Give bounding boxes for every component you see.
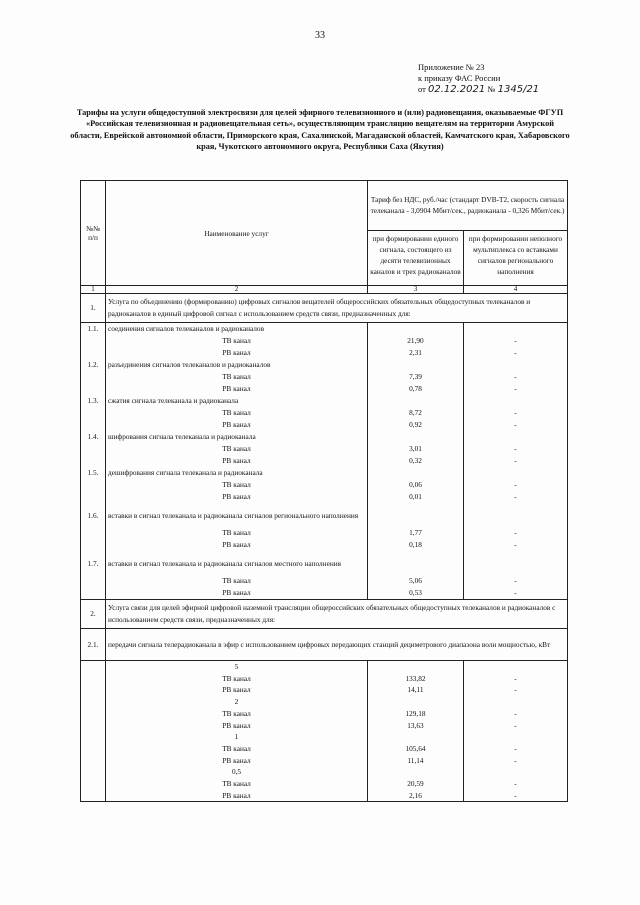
value-col4: - [464, 527, 568, 539]
service-name: дешифрования сигнала телеканала и радиоканала [106, 467, 368, 479]
channel-label: РВ канал [106, 684, 368, 696]
value-col3: 0,18 [368, 539, 464, 551]
document-title: Тарифы на услуги общедоступной электросвязи для целей эфирного телевизионного и (или) радиовещания, оказываемые ФГУП «Российская телевизионная и радиовещательная сеть», осуществляющим трансляцию вещателям на территории Амурской области, Еврейской автономной области, Приморского края, Сахалинской, Магаданской областей, Камчатского края, Хабаровского края, Чукотского автономного округа, Республики Саха (Якутия) [70, 108, 570, 151]
row-number-empty [81, 755, 106, 767]
value-col3: 0,32 [368, 455, 464, 467]
value-col4-empty [464, 551, 568, 575]
row-number: 1.2. [81, 359, 106, 371]
row-number: 1.5. [81, 467, 106, 479]
value-col3-empty [368, 323, 464, 336]
channel-label: ТВ канал [106, 673, 368, 685]
column-number: 4 [464, 286, 568, 294]
value-col3: 0,92 [368, 419, 464, 431]
value-col4: - [464, 455, 568, 467]
section-row [81, 294, 568, 323]
channel-label: 0,5 [106, 766, 368, 778]
column-number-row [81, 286, 568, 294]
handwritten-number: 1345/21 [497, 84, 540, 95]
table-row [81, 347, 568, 359]
service-name: сжатия сигнала телеканала и радиоканала [106, 395, 368, 407]
channel-label: РВ канал [106, 755, 368, 767]
value-col3 [368, 696, 464, 708]
value-col4 [464, 766, 568, 778]
row-number-empty [81, 419, 106, 431]
table-row [81, 443, 568, 455]
service-group-row [81, 551, 568, 575]
service-group-row [81, 359, 568, 371]
value-col4-empty [464, 431, 568, 443]
value-col3-empty [368, 467, 464, 479]
value-col3: 0,53 [368, 587, 464, 600]
table-row [81, 407, 568, 419]
channel-label: ТВ канал [106, 407, 368, 419]
table-row [81, 766, 568, 778]
table-row [81, 720, 568, 732]
value-col3: 14,11 [368, 684, 464, 696]
row-number-empty [81, 479, 106, 491]
value-col3: 7,39 [368, 371, 464, 383]
value-col3: 0,78 [368, 383, 464, 395]
value-col4-empty [464, 395, 568, 407]
table-row [81, 731, 568, 743]
table-row [81, 527, 568, 539]
channel-label: ТВ канал [106, 778, 368, 790]
row-number: 1.1. [81, 323, 106, 336]
value-col3: 8,72 [368, 407, 464, 419]
date-prefix: от [418, 84, 426, 94]
channel-label: ТВ канал [106, 371, 368, 383]
service-group-row [81, 467, 568, 479]
value-col3: 20,59 [368, 778, 464, 790]
value-col3-empty [368, 359, 464, 371]
page-number: 33 [315, 30, 325, 41]
value-col4: - [464, 673, 568, 685]
service-name: соединения сигналов телеканалов и радиоканалов [106, 323, 368, 336]
section-text: Услуга связи для целей эфирной цифровой наземной трансляции общероссийских обязательных общедоступных телеканалов и радиоканалов с использованием средств связи, предназначенных для: [106, 600, 568, 629]
table-row [81, 673, 568, 685]
value-col3-empty [368, 431, 464, 443]
value-col4: - [464, 371, 568, 383]
row-number-empty [81, 766, 106, 778]
value-col3: 3,01 [368, 443, 464, 455]
value-col4-empty [464, 359, 568, 371]
row-number: 1.7. [81, 551, 106, 575]
channel-label: ТВ канал [106, 335, 368, 347]
channel-label: РВ канал [106, 790, 368, 802]
value-col4: - [464, 443, 568, 455]
value-col4: - [464, 347, 568, 359]
table-row [81, 455, 568, 467]
table-row [81, 371, 568, 383]
row-number-empty [81, 455, 106, 467]
channel-label: РВ канал [106, 720, 368, 732]
row-number-empty [81, 790, 106, 802]
value-col4: - [464, 708, 568, 720]
number-prefix: № [487, 84, 496, 94]
value-col4: - [464, 684, 568, 696]
row-number-empty [81, 743, 106, 755]
value-col3: 105,64 [368, 743, 464, 755]
appendix-order [418, 84, 539, 95]
header-col3: при формировании единого сигнала, состоящего из десяти телевизионных каналов и трех радиоканалов [368, 231, 464, 286]
channel-label: РВ канал [106, 383, 368, 395]
channel-label: ТВ канал [106, 527, 368, 539]
section-row [81, 600, 568, 629]
header-name: Наименование услуг [106, 181, 368, 286]
table-row [81, 684, 568, 696]
value-col4: - [464, 383, 568, 395]
channel-label: РВ канал [106, 455, 368, 467]
row-number-empty [81, 335, 106, 347]
value-col4: - [464, 491, 568, 503]
value-col4-empty [464, 323, 568, 336]
section-text: передачи сигнала телерадиоканала в эфир с использованием цифровых передающих станций дециметрового диапазона волн мощностью, кВт [106, 629, 568, 661]
channel-label: РВ канал [106, 587, 368, 600]
value-col3-empty [368, 551, 464, 575]
value-col3 [368, 766, 464, 778]
header-num: №№ п/п [81, 181, 106, 286]
row-number-empty [81, 371, 106, 383]
channel-label: РВ канал [106, 419, 368, 431]
channel-label: РВ канал [106, 491, 368, 503]
row-number: 1.6. [81, 503, 106, 527]
table-row [81, 335, 568, 347]
value-col3 [368, 731, 464, 743]
header-tariff: Тариф без НДС, руб./час (стандарт DVB-T2, скорость сигнала телеканала - 3,0904 Мбит/сек., радиоканала - 0,326 Мбит/сек.) [368, 181, 568, 231]
row-number-empty [81, 778, 106, 790]
column-number: 1 [81, 286, 106, 294]
table-row [81, 790, 568, 802]
table-row [81, 575, 568, 587]
value-col4: - [464, 575, 568, 587]
row-number-empty [81, 684, 106, 696]
channel-label: ТВ канал [106, 443, 368, 455]
channel-label: РВ канал [106, 347, 368, 359]
service-group-row [81, 431, 568, 443]
value-col4: - [464, 778, 568, 790]
channel-label: ТВ канал [106, 743, 368, 755]
value-col3: 5,06 [368, 575, 464, 587]
value-col3: 0,06 [368, 479, 464, 491]
value-col4 [464, 696, 568, 708]
appendix-line2: к приказу ФАС России [418, 73, 501, 83]
value-col4-empty [464, 503, 568, 527]
section-text: Услуга по объединению (формированию) цифровых сигналов вещателей общероссийских обязательных общедоступных телеканалов и радиоканалов в единый цифровой сигнал с использованием средств связи, предназначенных для: [106, 294, 568, 323]
row-number-empty [81, 587, 106, 600]
table-row [81, 587, 568, 600]
table-row [81, 539, 568, 551]
value-col4: - [464, 407, 568, 419]
row-number: 2. [81, 600, 106, 629]
value-col3: 11,14 [368, 755, 464, 767]
value-col4 [464, 731, 568, 743]
table-row [81, 479, 568, 491]
value-col4: - [464, 479, 568, 491]
service-name: разъединения сигналов телеканалов и радиоканалов [106, 359, 368, 371]
row-number-empty [81, 347, 106, 359]
value-col3 [368, 661, 464, 673]
section-row [81, 629, 568, 661]
row-number-empty [81, 539, 106, 551]
value-col3: 21,90 [368, 335, 464, 347]
table-row [81, 696, 568, 708]
table-row [81, 708, 568, 720]
service-name: вставки в сигнал телеканала и радиоканала сигналов регионального наполнения [106, 503, 368, 527]
appendix-line1: Приложение № 23 [418, 62, 485, 72]
value-col4 [464, 661, 568, 673]
value-col3: 2,31 [368, 347, 464, 359]
row-number-empty [81, 527, 106, 539]
row-number-empty [81, 383, 106, 395]
table-row [81, 778, 568, 790]
service-group-row [81, 503, 568, 527]
service-group-row [81, 323, 568, 336]
row-number: 1.4. [81, 431, 106, 443]
row-number-empty [81, 720, 106, 732]
table-row [81, 743, 568, 755]
table-row [81, 755, 568, 767]
row-number: 2.1. [81, 629, 106, 661]
table-header-row [81, 181, 568, 231]
table-row [81, 491, 568, 503]
value-col4: - [464, 335, 568, 347]
row-number-empty [81, 491, 106, 503]
value-col4: - [464, 720, 568, 732]
header-col4: при формировании неполного мультиплекса со вставками сигналов регионального наполнения [464, 231, 568, 286]
value-col4: - [464, 419, 568, 431]
value-col3: 0,01 [368, 491, 464, 503]
channel-label: ТВ канал [106, 575, 368, 587]
row-number-empty [81, 696, 106, 708]
value-col3: 1,77 [368, 527, 464, 539]
value-col3: 13,63 [368, 720, 464, 732]
row-number: 1.3. [81, 395, 106, 407]
service-name: вставки в сигнал телеканала и радиоканала сигналов местного наполнения [106, 551, 368, 575]
value-col4: - [464, 539, 568, 551]
row-number-empty [81, 661, 106, 673]
row-number-empty [81, 673, 106, 685]
handwritten-date: 02.12.2021 [427, 84, 486, 95]
table-row [81, 419, 568, 431]
service-group-row [81, 395, 568, 407]
value-col3-empty [368, 395, 464, 407]
channel-label: ТВ канал [106, 479, 368, 491]
row-number-empty [81, 443, 106, 455]
row-number-empty [81, 708, 106, 720]
value-col4-empty [464, 467, 568, 479]
value-col4: - [464, 790, 568, 802]
channel-label: 2 [106, 696, 368, 708]
row-number: 1. [81, 294, 106, 323]
value-col3: 129,18 [368, 708, 464, 720]
value-col4: - [464, 587, 568, 600]
channel-label: РВ канал [106, 539, 368, 551]
row-number-empty [81, 407, 106, 419]
value-col3: 133,82 [368, 673, 464, 685]
channel-label: 1 [106, 731, 368, 743]
table-row [81, 383, 568, 395]
table-row [81, 661, 568, 673]
channel-label: 5 [106, 661, 368, 673]
tariff-table [80, 180, 568, 802]
value-col4: - [464, 755, 568, 767]
appendix-block [418, 62, 539, 95]
service-name: шифрования сигнала телеканала и радиоканала [106, 431, 368, 443]
value-col4: - [464, 743, 568, 755]
row-number-empty [81, 731, 106, 743]
column-number: 3 [368, 286, 464, 294]
channel-label: ТВ канал [106, 708, 368, 720]
value-col3-empty [368, 503, 464, 527]
column-number: 2 [106, 286, 368, 294]
row-number-empty [81, 575, 106, 587]
value-col3: 2,16 [368, 790, 464, 802]
